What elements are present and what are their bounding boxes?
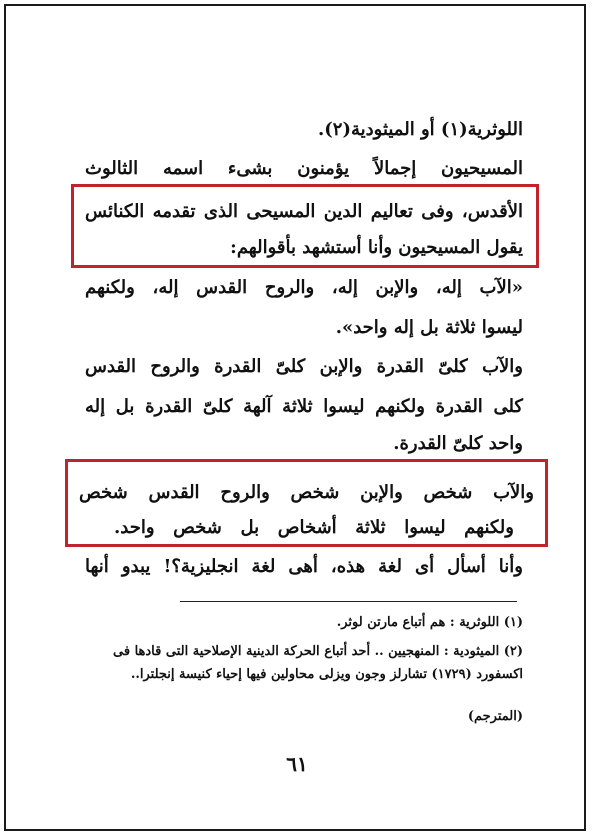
footnote-separator — [180, 601, 517, 602]
text-line-6: ليسوا ثلاثة بل إله واحد». — [335, 317, 523, 338]
text-line-12: وأنا أسأل أى لغة هذه، أهى لغة انجليزية؟! يبدو أنها — [85, 556, 523, 577]
text-line-9: واحد كلىّ القدرة. — [393, 433, 523, 454]
text-line-8: كلى القدرة ولكنهم ليسوا ثلاثة آلهة كلىّ القدرة بل إله — [85, 396, 523, 417]
highlight-box-1 — [71, 184, 539, 268]
footnote-1: (١) اللوثرية : هم أتباع مارتن لوثر. — [336, 615, 523, 630]
text-line-4: يقول المسيحيون وأنا أستشهد بأقوالهم: — [230, 237, 523, 258]
text-line-7: والآب كلىّ القدرة والإبن كلىّ القدرة والروح القدس — [85, 356, 523, 377]
highlight-box-2 — [65, 459, 548, 547]
footnote-2: (٢) الميثودية : المنهجيين .. أحد أتباع الحركة الدينية الإصلاحية التى قادها فى — [113, 644, 523, 659]
text-line-1: اللوثرية(١) أو الميثودية(٢). — [317, 119, 523, 140]
translator-note: (المترجم) — [467, 709, 523, 724]
page-number: ٦١ — [286, 752, 308, 776]
text-line-11: ولكنهم ليسوا ثلاثة أشخاص بل شخص واحد. — [114, 517, 514, 538]
text-line-10: والآب شخص والإبن شخص والروح القدس شخص — [79, 482, 534, 503]
text-line-3: الأقدس، وفى تعاليم الدين المسيحى الذى تقدمه الكنائس — [85, 201, 523, 222]
text-line-2: المسيحيون إجمالاً يؤمنون بشىء اسمه الثالوث — [85, 158, 523, 179]
text-line-5: «الآب إله، والإبن إله، والروح القدس إله، ولكنهم — [85, 277, 523, 298]
footnote-2-cont: اكسفورد (١٧٢٩) تشارلز وجون ويزلى محاولين فيها إحياء كنيسة إنجلترا.. — [130, 667, 523, 682]
